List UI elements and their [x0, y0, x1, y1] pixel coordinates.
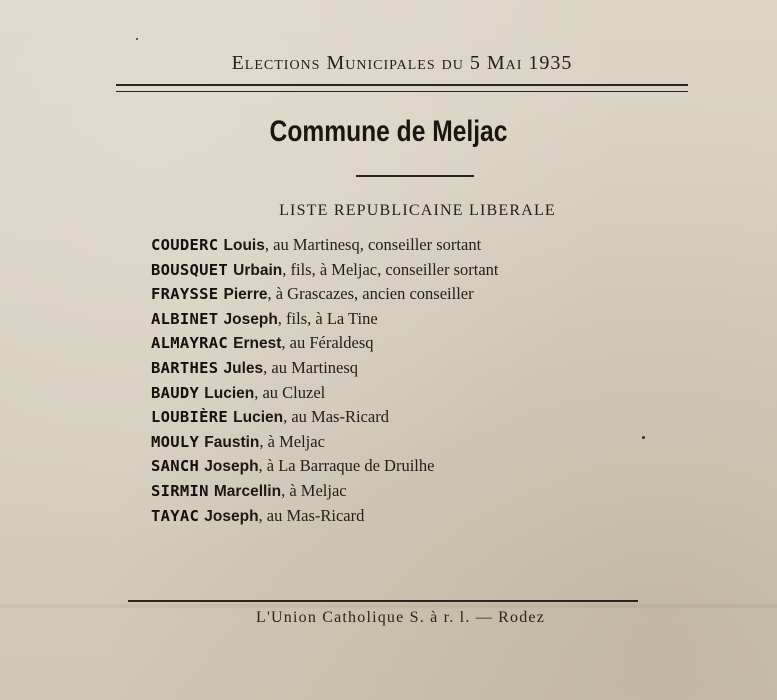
candidate-row	[151, 454, 711, 479]
candidate-detail: , au Féraldesq	[281, 333, 374, 353]
candidate-surname: COUDERC	[151, 236, 219, 254]
candidate-surname: SANCH	[151, 457, 200, 476]
candidate-firstname: Joseph	[204, 507, 259, 525]
candidate-firstname: Ernest	[233, 335, 282, 353]
title-underline	[356, 175, 474, 177]
election-header: Elections Municipales du 5 Mai 1935	[231, 52, 573, 74]
candidate-surname: ALBINET	[151, 309, 219, 328]
candidate-row	[151, 381, 711, 406]
candidate-detail: , à Grascazes, ancien conseiller	[267, 284, 474, 304]
footer-rule	[128, 600, 638, 602]
candidate-detail: , au Cluzel	[254, 382, 326, 402]
candidate-surname: MOULY	[151, 432, 200, 451]
candidate-row	[151, 307, 711, 332]
list-title: LISTE REPUBLICAINE LIBERALE	[279, 202, 556, 219]
commune-title: Commune de Meljac	[269, 115, 508, 148]
candidate-firstname: Joseph	[223, 310, 278, 328]
candidate-row	[151, 430, 711, 455]
candidate-firstname: Louis	[223, 237, 265, 254]
candidate-surname: LOUBIÈRE	[151, 408, 229, 427]
candidate-firstname: Marcellin	[213, 482, 282, 500]
candidate-detail: , à Meljac	[259, 431, 325, 451]
candidate-row	[151, 405, 711, 430]
candidate-surname: BOUSQUET	[151, 260, 229, 279]
paper-speck	[136, 38, 138, 40]
candidate-firstname: Urbain	[233, 261, 283, 279]
candidate-detail: , à Meljac	[281, 480, 347, 500]
candidate-detail: , fils, à Meljac, conseiller sortant	[282, 259, 499, 279]
candidate-surname: FRAYSSE	[151, 285, 219, 304]
candidate-surname: TAYAC	[151, 506, 200, 525]
candidate-row	[151, 233, 711, 258]
candidate-surname: ALMAYRAC	[151, 334, 229, 353]
candidate-row	[151, 258, 711, 283]
candidate-firstname: Joseph	[204, 458, 259, 476]
header-double-rule	[116, 84, 688, 92]
candidate-row	[151, 504, 711, 529]
candidate-row	[151, 331, 711, 356]
candidate-detail: , au Mas-Ricard	[258, 505, 365, 525]
candidate-detail: , à La Barraque de Druilhe	[258, 456, 435, 476]
candidate-firstname: Jules	[223, 359, 264, 377]
candidate-row	[151, 356, 711, 381]
candidate-surname: BARTHES	[151, 358, 219, 377]
candidate-firstname: Lucien	[204, 384, 255, 402]
candidate-firstname: Pierre	[223, 286, 268, 304]
candidate-detail: , au Mas-Ricard	[283, 407, 389, 427]
printer-imprint: L'Union Catholique S. à r. l. — Rodez	[255, 609, 546, 626]
candidate-firstname: Lucien	[233, 409, 284, 427]
candidate-row	[151, 479, 711, 504]
candidate-detail: , au Martinesq	[263, 357, 359, 377]
candidate-list	[151, 233, 711, 528]
paper-speck	[642, 436, 645, 439]
candidate-surname: BAUDY	[151, 383, 200, 402]
candidate-row	[151, 282, 711, 307]
candidate-detail: , au Martinesq, conseiller sortant	[264, 235, 482, 254]
candidate-firstname: Faustin	[204, 433, 260, 451]
candidate-surname: SIRMIN	[151, 481, 209, 500]
candidate-detail: , fils, à La Tine	[277, 308, 378, 328]
